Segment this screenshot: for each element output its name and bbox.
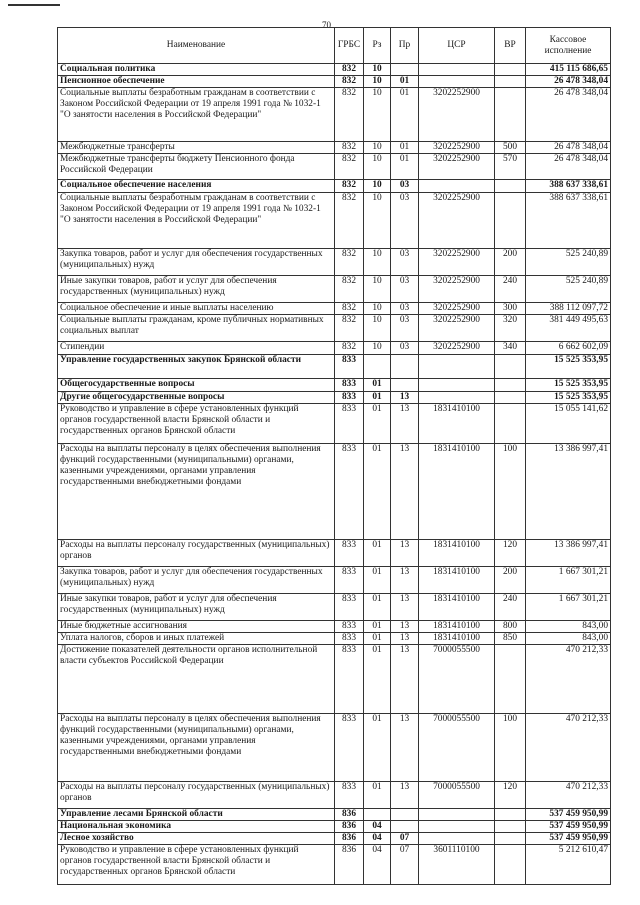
cell-rz: 10 bbox=[364, 64, 391, 76]
cell-grbs: 832 bbox=[335, 76, 364, 88]
cell-amount: 415 115 686,65 bbox=[526, 64, 611, 76]
cell-rz: 10 bbox=[364, 180, 391, 193]
cell-name: Иные закупки товаров, работ и услуг для обеспечения государственных (муниципальных) нужд bbox=[58, 594, 335, 621]
cell-csr: 3202252900 bbox=[419, 193, 495, 249]
table-row bbox=[58, 64, 611, 76]
cell-csr bbox=[419, 76, 495, 88]
cell-csr: 3601110100 bbox=[419, 845, 495, 885]
cell-rz: 10 bbox=[364, 88, 391, 142]
cell-csr: 1831410100 bbox=[419, 444, 495, 540]
cell-rz bbox=[364, 809, 391, 821]
cell-grbs: 832 bbox=[335, 88, 364, 142]
table-row bbox=[58, 142, 611, 154]
cell-name: Иные закупки товаров, работ и услуг для обеспечения государственных (муниципальных) нужд bbox=[58, 276, 335, 303]
cell-amount: 525 240,89 bbox=[526, 276, 611, 303]
cell-rz: 10 bbox=[364, 142, 391, 154]
cell-amount: 388 637 338,61 bbox=[526, 193, 611, 249]
cell-vr: 320 bbox=[495, 315, 526, 342]
table-row bbox=[58, 379, 611, 392]
cell-amount: 843,00 bbox=[526, 621, 611, 633]
cell-grbs: 833 bbox=[335, 645, 364, 714]
table-row bbox=[58, 633, 611, 645]
table-row bbox=[58, 88, 611, 142]
cell-csr: 7000055500 bbox=[419, 714, 495, 782]
cell-amount: 26 478 348,04 bbox=[526, 142, 611, 154]
cell-grbs: 832 bbox=[335, 342, 364, 355]
cell-vr bbox=[495, 88, 526, 142]
cell-vr bbox=[495, 845, 526, 885]
cell-csr: 7000055500 bbox=[419, 645, 495, 714]
cell-pr: 13 bbox=[391, 714, 419, 782]
cell-amount: 388 112 097,72 bbox=[526, 303, 611, 315]
cell-csr: 1831410100 bbox=[419, 404, 495, 444]
cell-pr: 03 bbox=[391, 193, 419, 249]
cell-csr bbox=[419, 833, 495, 845]
cell-vr: 240 bbox=[495, 276, 526, 303]
cell-pr: 13 bbox=[391, 594, 419, 621]
header-csr: ЦСР bbox=[419, 28, 495, 64]
cell-vr bbox=[495, 833, 526, 845]
table-row bbox=[58, 249, 611, 276]
cell-amount: 537 459 950,99 bbox=[526, 821, 611, 833]
cell-vr: 500 bbox=[495, 142, 526, 154]
cell-vr bbox=[495, 392, 526, 404]
cell-name: Другие общегосударственные вопросы bbox=[58, 392, 335, 404]
cell-rz: 10 bbox=[364, 315, 391, 342]
cell-rz: 04 bbox=[364, 821, 391, 833]
cell-pr: 13 bbox=[391, 540, 419, 567]
cell-name: Расходы на выплаты персоналу государственных (муниципальных) органов bbox=[58, 540, 335, 567]
cell-amount: 843,00 bbox=[526, 633, 611, 645]
table-row bbox=[58, 392, 611, 404]
cell-csr: 3202252900 bbox=[419, 276, 495, 303]
table-row bbox=[58, 845, 611, 885]
cell-csr bbox=[419, 809, 495, 821]
cell-pr: 01 bbox=[391, 154, 419, 180]
cell-vr bbox=[495, 355, 526, 379]
cell-pr: 13 bbox=[391, 633, 419, 645]
cell-amount: 1 667 301,21 bbox=[526, 567, 611, 594]
cell-pr: 03 bbox=[391, 342, 419, 355]
table-row bbox=[58, 303, 611, 315]
cell-name: Расходы на выплаты персоналу в целях обеспечения выполнения функций государственными (муниципальными) органами, казенными учреждениями, органами управления государственными внебюджетными фондами bbox=[58, 714, 335, 782]
cell-grbs: 833 bbox=[335, 392, 364, 404]
cell-grbs: 833 bbox=[335, 782, 364, 809]
header-name: Наименование bbox=[58, 28, 335, 64]
cell-csr bbox=[419, 821, 495, 833]
cell-name: Расходы на выплаты персоналу в целях обеспечения выполнения функций государственными (муниципальными) органами, казенными учреждениями, органами управления государственными внебюджетными фондами bbox=[58, 444, 335, 540]
cell-rz: 10 bbox=[364, 342, 391, 355]
table-row bbox=[58, 444, 611, 540]
cell-csr: 3202252900 bbox=[419, 303, 495, 315]
cell-grbs: 833 bbox=[335, 540, 364, 567]
cell-vr bbox=[495, 809, 526, 821]
cell-csr bbox=[419, 355, 495, 379]
cell-vr bbox=[495, 76, 526, 88]
cell-grbs: 836 bbox=[335, 809, 364, 821]
cell-amount: 388 637 338,61 bbox=[526, 180, 611, 193]
cell-csr: 3202252900 bbox=[419, 249, 495, 276]
cell-vr: 850 bbox=[495, 633, 526, 645]
cell-pr: 03 bbox=[391, 249, 419, 276]
cell-name: Руководство и управление в сфере установленных функций органов государственной власти Брянской области и государственных органов Брянской области bbox=[58, 845, 335, 885]
cell-csr: 3202252900 bbox=[419, 315, 495, 342]
header-grbs: ГРБС bbox=[335, 28, 364, 64]
cell-grbs: 832 bbox=[335, 315, 364, 342]
cell-csr bbox=[419, 180, 495, 193]
cell-vr bbox=[495, 180, 526, 193]
cell-grbs: 836 bbox=[335, 833, 364, 845]
cell-amount: 15 525 353,95 bbox=[526, 355, 611, 379]
cell-amount: 26 478 348,04 bbox=[526, 88, 611, 142]
cell-csr: 3202252900 bbox=[419, 142, 495, 154]
cell-vr: 240 bbox=[495, 594, 526, 621]
cell-vr bbox=[495, 379, 526, 392]
cell-csr: 7000055500 bbox=[419, 782, 495, 809]
cell-amount: 6 662 602,09 bbox=[526, 342, 611, 355]
cell-vr: 120 bbox=[495, 540, 526, 567]
cell-rz: 10 bbox=[364, 303, 391, 315]
cell-rz: 01 bbox=[364, 379, 391, 392]
cell-amount: 13 386 997,41 bbox=[526, 540, 611, 567]
cell-name: Социальные выплаты безработным гражданам в соответствии с Законом Российской Федерации от 19 апреля 1991 года № 1032-1 "О занятости населения в Российской Федерации" bbox=[58, 88, 335, 142]
cell-csr bbox=[419, 64, 495, 76]
cell-name: Социальные выплаты гражданам, кроме публичных нормативных социальных выплат bbox=[58, 315, 335, 342]
cell-pr: 03 bbox=[391, 276, 419, 303]
cell-csr: 3202252900 bbox=[419, 154, 495, 180]
cell-vr: 100 bbox=[495, 444, 526, 540]
cell-pr: 07 bbox=[391, 833, 419, 845]
cell-rz: 10 bbox=[364, 193, 391, 249]
cell-vr: 570 bbox=[495, 154, 526, 180]
cell-name: Общегосударственные вопросы bbox=[58, 379, 335, 392]
cell-grbs: 832 bbox=[335, 276, 364, 303]
cell-grbs: 833 bbox=[335, 714, 364, 782]
cell-name: Стипендии bbox=[58, 342, 335, 355]
cell-rz: 10 bbox=[364, 76, 391, 88]
table-row bbox=[58, 821, 611, 833]
cell-amount: 5 212 610,47 bbox=[526, 845, 611, 885]
scan-mark bbox=[8, 4, 60, 6]
cell-name: Пенсионное обеспечение bbox=[58, 76, 335, 88]
cell-name: Межбюджетные трансферты bbox=[58, 142, 335, 154]
cell-grbs: 833 bbox=[335, 355, 364, 379]
cell-pr bbox=[391, 379, 419, 392]
cell-vr: 120 bbox=[495, 782, 526, 809]
cell-pr: 13 bbox=[391, 392, 419, 404]
cell-amount: 15 525 353,95 bbox=[526, 379, 611, 392]
cell-vr bbox=[495, 193, 526, 249]
cell-rz: 10 bbox=[364, 154, 391, 180]
table-row bbox=[58, 594, 611, 621]
cell-grbs: 833 bbox=[335, 633, 364, 645]
cell-pr: 01 bbox=[391, 142, 419, 154]
header-amount: Кассовое исполнение bbox=[526, 28, 611, 64]
cell-amount: 537 459 950,99 bbox=[526, 833, 611, 845]
cell-amount: 15 525 353,95 bbox=[526, 392, 611, 404]
cell-csr bbox=[419, 379, 495, 392]
cell-name: Уплата налогов, сборов и иных платежей bbox=[58, 633, 335, 645]
cell-vr bbox=[495, 404, 526, 444]
cell-amount: 525 240,89 bbox=[526, 249, 611, 276]
cell-amount: 381 449 495,63 bbox=[526, 315, 611, 342]
cell-vr: 200 bbox=[495, 567, 526, 594]
cell-grbs: 832 bbox=[335, 64, 364, 76]
table-row bbox=[58, 180, 611, 193]
cell-csr: 1831410100 bbox=[419, 540, 495, 567]
cell-name: Социальные выплаты безработным гражданам в соответствии с Законом Российской Федерации от 19 апреля 1991 года № 1032-1 "О занятости населения в Российской Федерации" bbox=[58, 193, 335, 249]
cell-grbs: 832 bbox=[335, 154, 364, 180]
cell-pr: 13 bbox=[391, 782, 419, 809]
cell-pr: 03 bbox=[391, 180, 419, 193]
table-row bbox=[58, 621, 611, 633]
cell-grbs: 832 bbox=[335, 142, 364, 154]
header-rz: Рз bbox=[364, 28, 391, 64]
cell-grbs: 832 bbox=[335, 180, 364, 193]
budget-execution-table bbox=[57, 27, 611, 885]
cell-pr: 01 bbox=[391, 76, 419, 88]
table-row bbox=[58, 833, 611, 845]
cell-csr: 1831410100 bbox=[419, 594, 495, 621]
cell-rz: 01 bbox=[364, 567, 391, 594]
table-row bbox=[58, 404, 611, 444]
cell-rz: 01 bbox=[364, 594, 391, 621]
cell-pr: 13 bbox=[391, 444, 419, 540]
cell-csr: 1831410100 bbox=[419, 621, 495, 633]
cell-amount: 26 478 348,04 bbox=[526, 76, 611, 88]
cell-name: Расходы на выплаты персоналу государственных (муниципальных) органов bbox=[58, 782, 335, 809]
cell-rz: 04 bbox=[364, 845, 391, 885]
table-row bbox=[58, 355, 611, 379]
cell-grbs: 833 bbox=[335, 621, 364, 633]
cell-grbs: 832 bbox=[335, 303, 364, 315]
cell-amount: 1 667 301,21 bbox=[526, 594, 611, 621]
cell-name: Закупка товаров, работ и услуг для обеспечения государственных (муниципальных) нужд bbox=[58, 567, 335, 594]
cell-grbs: 833 bbox=[335, 379, 364, 392]
cell-vr bbox=[495, 645, 526, 714]
table-row bbox=[58, 782, 611, 809]
cell-vr bbox=[495, 821, 526, 833]
cell-grbs: 833 bbox=[335, 594, 364, 621]
cell-pr: 01 bbox=[391, 88, 419, 142]
header-pr: Пр bbox=[391, 28, 419, 64]
cell-grbs: 833 bbox=[335, 567, 364, 594]
cell-csr: 3202252900 bbox=[419, 88, 495, 142]
cell-amount: 26 478 348,04 bbox=[526, 154, 611, 180]
cell-grbs: 832 bbox=[335, 249, 364, 276]
cell-vr: 100 bbox=[495, 714, 526, 782]
cell-csr: 1831410100 bbox=[419, 567, 495, 594]
cell-pr bbox=[391, 64, 419, 76]
cell-grbs: 836 bbox=[335, 821, 364, 833]
cell-name: Управление лесами Брянской области bbox=[58, 809, 335, 821]
cell-pr bbox=[391, 821, 419, 833]
cell-rz: 01 bbox=[364, 444, 391, 540]
cell-pr: 03 bbox=[391, 315, 419, 342]
cell-rz: 01 bbox=[364, 404, 391, 444]
cell-name: Достижение показателей деятельности органов исполнительной власти субъектов Российской Федерации bbox=[58, 645, 335, 714]
table-row bbox=[58, 193, 611, 249]
cell-grbs: 833 bbox=[335, 404, 364, 444]
cell-rz: 01 bbox=[364, 714, 391, 782]
cell-rz bbox=[364, 355, 391, 379]
cell-pr bbox=[391, 355, 419, 379]
cell-name: Национальная экономика bbox=[58, 821, 335, 833]
cell-pr: 07 bbox=[391, 845, 419, 885]
table-row bbox=[58, 714, 611, 782]
cell-name: Управление государственных закупок Брянской области bbox=[58, 355, 335, 379]
table-row bbox=[58, 76, 611, 88]
cell-amount: 470 212,33 bbox=[526, 782, 611, 809]
cell-rz: 10 bbox=[364, 276, 391, 303]
table-row bbox=[58, 276, 611, 303]
cell-rz: 01 bbox=[364, 392, 391, 404]
cell-pr: 13 bbox=[391, 621, 419, 633]
table-row bbox=[58, 540, 611, 567]
cell-grbs: 833 bbox=[335, 444, 364, 540]
cell-rz: 10 bbox=[364, 249, 391, 276]
cell-pr: 03 bbox=[391, 303, 419, 315]
cell-name: Социальная политика bbox=[58, 64, 335, 76]
table-row bbox=[58, 567, 611, 594]
header-vr: ВР bbox=[495, 28, 526, 64]
cell-pr: 13 bbox=[391, 404, 419, 444]
cell-name: Иные бюджетные ассигнования bbox=[58, 621, 335, 633]
table-row bbox=[58, 645, 611, 714]
cell-amount: 470 212,33 bbox=[526, 714, 611, 782]
cell-pr: 13 bbox=[391, 567, 419, 594]
table-row bbox=[58, 342, 611, 355]
cell-grbs: 832 bbox=[335, 193, 364, 249]
cell-name: Социальное обеспечение и иные выплаты населению bbox=[58, 303, 335, 315]
cell-grbs: 836 bbox=[335, 845, 364, 885]
cell-name: Межбюджетные трансферты бюджету Пенсионного фонда Российской Федерации bbox=[58, 154, 335, 180]
cell-vr: 340 bbox=[495, 342, 526, 355]
cell-name: Руководство и управление в сфере установленных функций органов государственной власти Брянской области и государственных органов Брянской области bbox=[58, 404, 335, 444]
cell-csr: 1831410100 bbox=[419, 633, 495, 645]
cell-amount: 537 459 950,99 bbox=[526, 809, 611, 821]
cell-vr: 800 bbox=[495, 621, 526, 633]
cell-amount: 15 055 141,62 bbox=[526, 404, 611, 444]
page-number: 70 bbox=[322, 20, 331, 30]
cell-rz: 04 bbox=[364, 833, 391, 845]
cell-vr: 300 bbox=[495, 303, 526, 315]
cell-rz: 01 bbox=[364, 645, 391, 714]
table-row bbox=[58, 315, 611, 342]
cell-csr: 3202252900 bbox=[419, 342, 495, 355]
cell-csr bbox=[419, 392, 495, 404]
cell-pr: 13 bbox=[391, 645, 419, 714]
cell-rz: 01 bbox=[364, 540, 391, 567]
cell-name: Лесное хозяйство bbox=[58, 833, 335, 845]
cell-rz: 01 bbox=[364, 633, 391, 645]
cell-name: Социальное обеспечение населения bbox=[58, 180, 335, 193]
cell-amount: 13 386 997,41 bbox=[526, 444, 611, 540]
header-row bbox=[58, 28, 611, 64]
table-row bbox=[58, 809, 611, 821]
cell-rz: 01 bbox=[364, 782, 391, 809]
cell-vr bbox=[495, 64, 526, 76]
cell-pr bbox=[391, 809, 419, 821]
cell-amount: 470 212,33 bbox=[526, 645, 611, 714]
cell-vr: 200 bbox=[495, 249, 526, 276]
cell-name: Закупка товаров, работ и услуг для обеспечения государственных (муниципальных) нужд bbox=[58, 249, 335, 276]
table-row bbox=[58, 154, 611, 180]
cell-rz: 01 bbox=[364, 621, 391, 633]
